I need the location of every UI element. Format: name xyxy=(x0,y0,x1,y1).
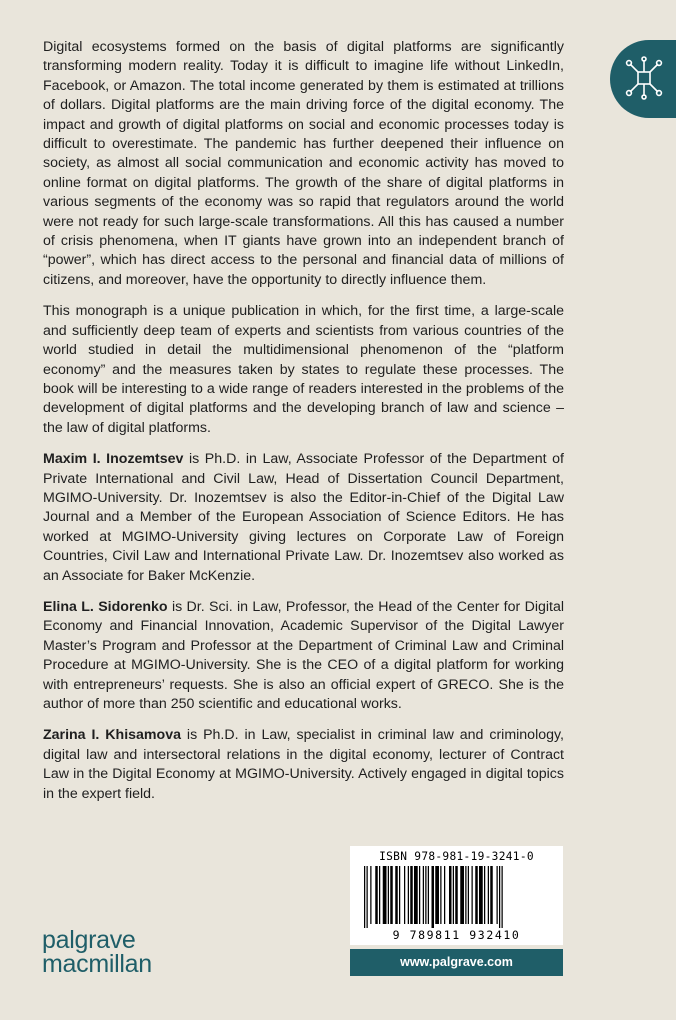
barcode-bar xyxy=(453,866,454,924)
barcode-bar xyxy=(404,866,405,924)
barcode-bar xyxy=(423,866,424,924)
barcode-bar xyxy=(395,866,398,924)
barcode-bar xyxy=(472,866,473,924)
website-link[interactable]: www.palgrave.com xyxy=(350,949,563,976)
paragraph-text: is Ph.D. in Law, Associate Professor of the Department of Private International and Civil Law, Head of Dissertation Council Department, MGIMO-University. Dr. Inozemtsev is also the Editor-in-Chief of the Digital Law Journal and a Member of the European Association of Science Editors. He has worked at MGIMO-University giving lectures on Corporate Law of Foreign Countries, Civil Law and International Private Law. Dr. Inozemtsev also worked as an Associate for Baker McKenzie. xyxy=(43,451,564,584)
author-name: Zarina I. Khisamova xyxy=(43,727,181,744)
barcode-bar xyxy=(488,866,489,924)
barcode-bar xyxy=(444,866,445,924)
author-name: Maxim I. Inozemtsev xyxy=(43,451,184,468)
barcode-bar xyxy=(460,866,464,924)
barcode-bar xyxy=(414,866,418,924)
paragraph-text: This monograph is a unique publication in which, for the first time, a large-scale and sufficiently deep team of experts and scientists from various countries of the world studied in detail the multidimensional phenomenon of the “platform economy” and the measures taken by states to regulate these processes. The book will be interesting to a wide range of readers interested in the problems of the development of digital platforms and the developing branch of law and science – the law of digital platforms. xyxy=(43,303,564,436)
paragraph-text: is Dr. Sci. in Law, Professor, the Head of the Center for Digital Economy and Financial Innovation, Academic Supervisor of the Digital Lawyer Master’s Program and Professor at the Department of Criminal Law and Criminal Procedure at MGIMO-University. She is the CEO of a digital platform for working with entrepreneurs’ requests. She is also an official expert of GRECO. She is the author of more than 250 scientific and educational works. xyxy=(43,598,564,712)
paragraph-monograph xyxy=(43,302,564,438)
author-name: Elina L. Sidorenko xyxy=(43,598,168,615)
paragraph-bio-sidorenko xyxy=(43,598,564,714)
barcode-bar xyxy=(468,866,469,924)
barcode-bar xyxy=(475,866,478,924)
barcode-bar xyxy=(364,866,365,928)
barcode-bar xyxy=(465,866,466,924)
barcode-bar xyxy=(432,866,435,928)
barcode-bar xyxy=(499,866,500,928)
paragraph-bio-inozemtsev xyxy=(43,450,564,586)
barcode-bar xyxy=(490,866,493,924)
barcode-bar xyxy=(408,866,409,924)
paragraph-intro xyxy=(43,38,564,290)
barcode-bar xyxy=(428,866,429,924)
isbn-label: ISBN 978-981-19-3241-0 xyxy=(379,850,534,863)
network-badge xyxy=(610,40,676,118)
isbn-digits: 9 789811 932410 xyxy=(392,928,521,942)
barcode-bar xyxy=(419,866,420,924)
network-nodes-icon xyxy=(624,56,664,100)
barcode-bar xyxy=(375,866,378,924)
barcode-bar xyxy=(390,866,393,924)
barcode-bar xyxy=(502,866,503,928)
barcode-bar xyxy=(379,866,380,924)
paragraph-text: is Ph.D. in Law, specialist in criminal law and criminology, digital law and intersectoral relations in the digital economy, lecturer of Contract Law in the Digital Economy at MGIMO-University. Actively engaged in digital topics in the expert field. xyxy=(43,727,564,802)
barcode-bar xyxy=(484,866,485,924)
blurb-text xyxy=(43,38,564,816)
publisher-name-line2: macmillan xyxy=(42,950,152,978)
barcode-bar xyxy=(370,866,371,924)
barcode-bar xyxy=(449,866,452,924)
isbn-barcode xyxy=(350,846,563,945)
publisher-name-line1: palgrave xyxy=(42,926,136,954)
barcode-bar xyxy=(388,866,389,924)
barcode-bar xyxy=(367,866,368,928)
barcode-bar xyxy=(410,866,413,924)
barcode-bar xyxy=(440,866,441,924)
barcode-bar xyxy=(479,866,483,924)
barcode-bar xyxy=(455,866,458,924)
paragraph-text: Digital ecosystems formed on the basis of digital platforms are significantly transforming modern reality. Today it is difficult to imagine life without LinkedIn, Facebook, or Amazon. The total income generated by them is estimated at trillions of dollars. Digital platforms are the main driving force of the digital economy. The impact and growth of digital platforms on social and economic processes today is difficult to overestimate. The pandemic has further deepened their influence on society, as almost all social communication and economic activity has moved to online format on digital platforms. The growth of the share of digital platforms in various segments of the economy was so rapid that regulators around the world were not ready for such large-scale transformations. All this has caused a number of crisis phenomena, when IT giants have grown into an independent branch of “power”, which has direct access to the personal and financial data of millions of citizens, and moreover, have the opportunity to directly influence them. xyxy=(43,39,564,288)
publisher-logo xyxy=(42,928,152,976)
barcode-bar xyxy=(497,866,498,924)
barcode-bar xyxy=(435,866,439,924)
paragraph-bio-khisamova xyxy=(43,726,564,804)
barcode-bar xyxy=(383,866,387,924)
barcode-bar xyxy=(399,866,400,924)
barcode-bar xyxy=(425,866,426,924)
barcode-bars xyxy=(364,866,549,928)
